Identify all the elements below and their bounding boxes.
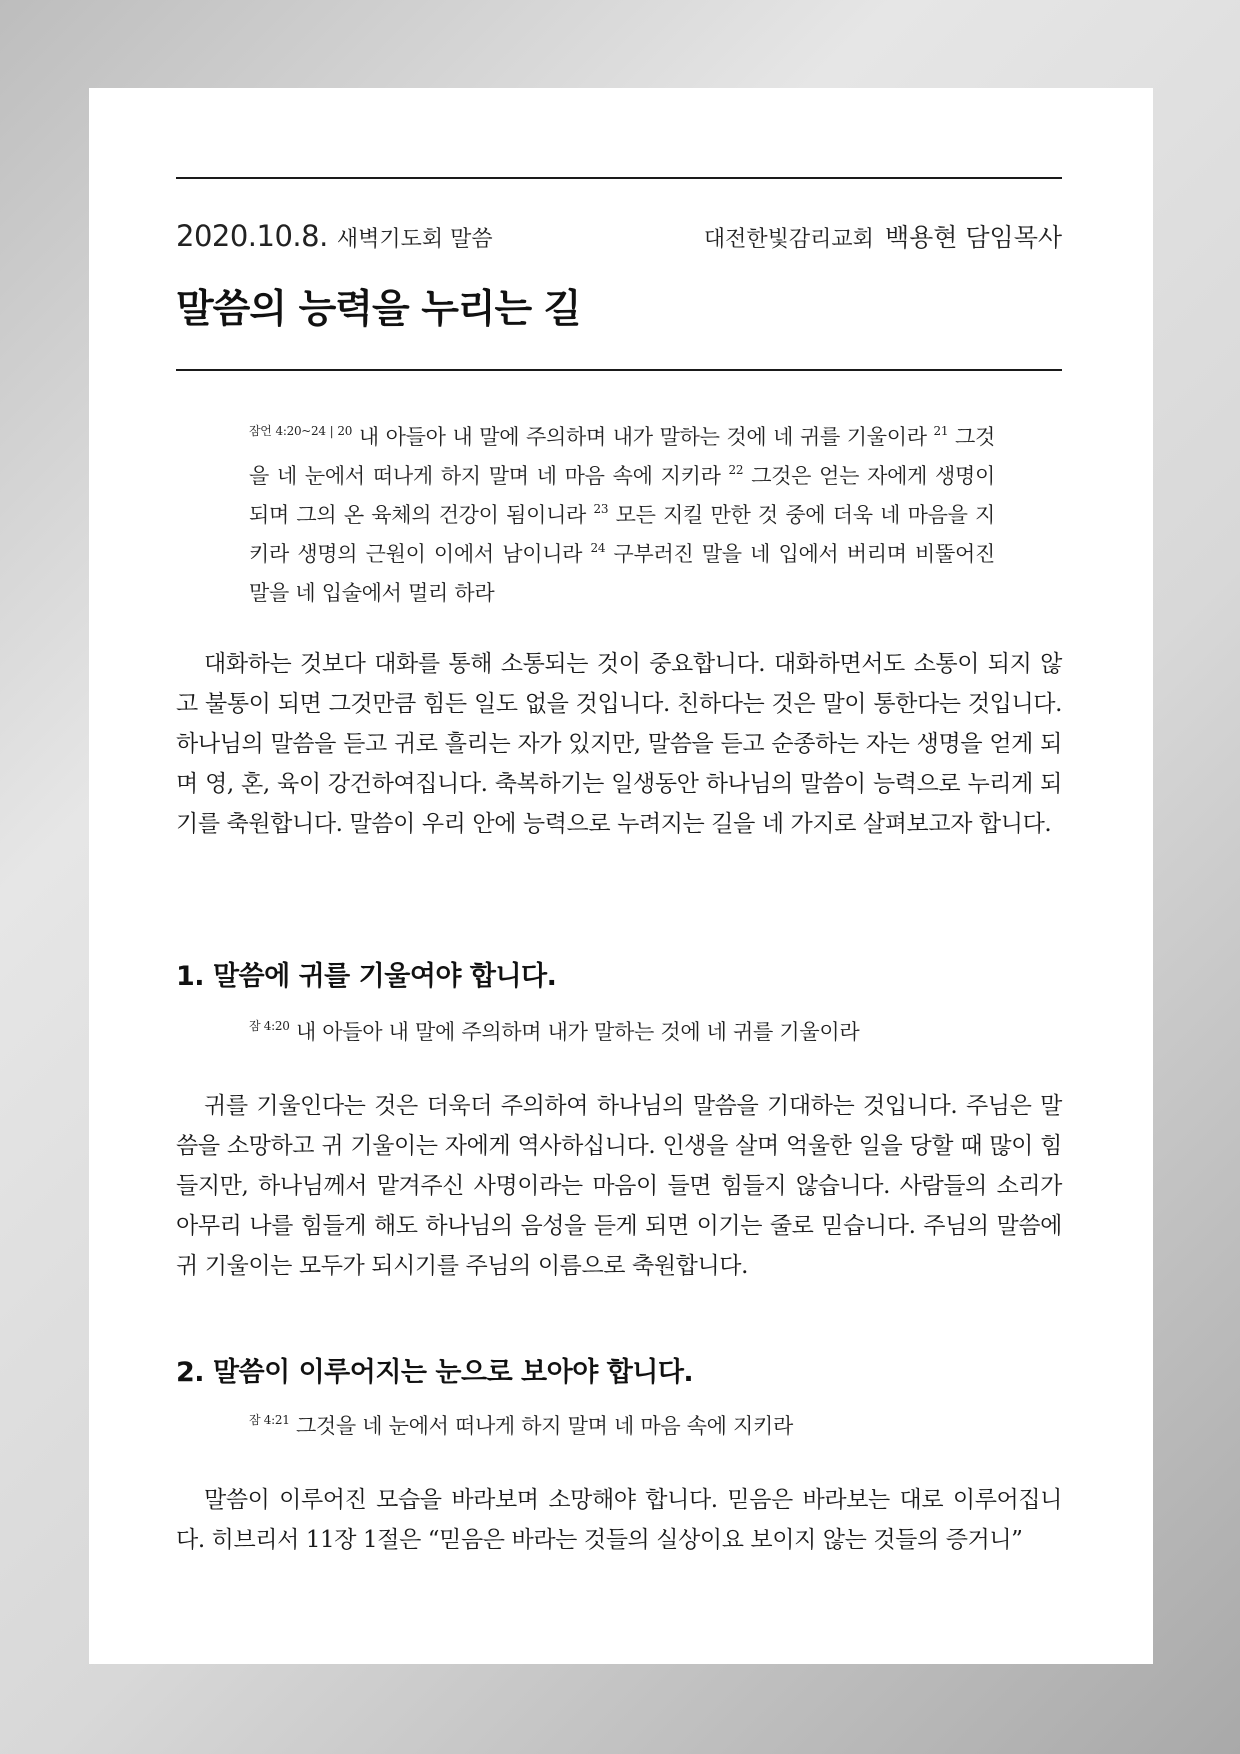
verse-21: 그것을 네 눈에서 떠나게 하지 말며 네 마음 속에 지키라 [249, 425, 995, 488]
top-divider [176, 177, 1062, 179]
header-left [176, 219, 493, 253]
section-2-verse-text: 그것을 네 눈에서 떠나게 하지 말며 네 마음 속에 지키라 [289, 1414, 794, 1438]
document-page [89, 88, 1153, 1664]
header-row [176, 218, 1062, 254]
verse-23: 모든 지킬 만한 것 중에 더욱 네 마음을 지키라 생명의 근원이 이에서 남이니라 [249, 503, 995, 566]
header-right [704, 218, 1062, 254]
section-2-heading: 2. 말씀이 이루어지는 눈으로 보아야 합니다. [176, 1357, 694, 1388]
sermon-title: 말씀의 능력을 누리는 길 [176, 287, 581, 332]
section-1-verse-text: 내 아들아 내 말에 주의하며 내가 말하는 것에 네 귀를 기울이라 [289, 1020, 860, 1044]
sermon-date: 2020.10.8. [176, 219, 328, 253]
section-1-body: 귀를 기울인다는 것은 더욱더 주의하여 하나님의 말씀을 기대하는 것입니다. 주님은 말씀을 소망하고 귀 기울이는 자에게 역사하십니다. 인생을 살며 억울한 일을 당할 때 많이 힘들지만, 하나님께서 맡겨주신 사명이라는 마음이 들면 힘들지 않습니다. 사람들의 소리가 아무리 나를 힘들게 해도 하나님의 음성을 듣게 되면 이기는 줄로 믿습니다. 주님의 말씀에 귀 기울이는 모두가 되시기를 주님의 이름으로 축원합니다. [176, 1093, 1062, 1279]
verse-number-24: 24 [590, 541, 606, 555]
section-1-heading: 1. 말씀에 귀를 기울여야 합니다. [176, 961, 557, 992]
scripture-passage [249, 418, 995, 613]
verse-number-21: 21 [933, 424, 949, 438]
section-1-verse-ref: 잠 4:20 [249, 1019, 290, 1033]
pastor-name: 백용현 담임목사 [885, 223, 1062, 252]
verse-22: 그것은 얻는 자에게 생명이 되며 그의 온 육체의 건강이 됨이니라 [249, 464, 995, 527]
service-name: 새벽기도회 말씀 [336, 227, 493, 252]
scripture-reference: 잠언 4:20~24 | 20 [249, 424, 353, 438]
section-2-body: 말씀이 이루어진 모습을 바라보며 소망해야 합니다. 믿음은 바라보는 대로 이루어집니다. 히브리서 11장 1절은 “믿음은 바라는 것들의 실상이요 보이지 않는 것들의 증거니” [176, 1487, 1062, 1553]
section-2-verse [249, 1410, 793, 1440]
section-1-verse [249, 1016, 859, 1046]
verse-number-23: 23 [593, 502, 609, 516]
verse-24: 구부러진 말을 네 입에서 버리며 비뚤어진 말을 네 입술에서 멀리 하라 [249, 542, 996, 605]
bottom-divider [176, 369, 1062, 371]
section-2-verse-ref: 잠 4:21 [249, 1413, 290, 1427]
intro-paragraph: 대화하는 것보다 대화를 통해 소통되는 것이 중요합니다. 대화하면서도 소통이 되지 않고 불통이 되면 그것만큼 힘든 일도 없을 것입니다. 친하다는 것은 말이 통한다는 것입니다. 하나님의 말씀을 듣고 귀로 흘리는 자가 있지만, 말씀을 듣고 순종하는 자는 생명을 얻게 되며 영, 혼, 육이 강건하여집니다. 축복하기는 일생동안 하나님의 말씀이 능력으로 누리게 되기를 축원합니다. 말씀이 우리 안에 능력으로 누려지는 길을 네 가지로 살펴보고자 합니다. [176, 651, 1062, 837]
verse-20: 내 아들아 내 말에 주의하며 내가 말하는 것에 네 귀를 기울이라 [352, 425, 934, 449]
church-name: 대전한빛감리교회 [703, 227, 874, 252]
verse-number-22: 22 [728, 463, 744, 477]
